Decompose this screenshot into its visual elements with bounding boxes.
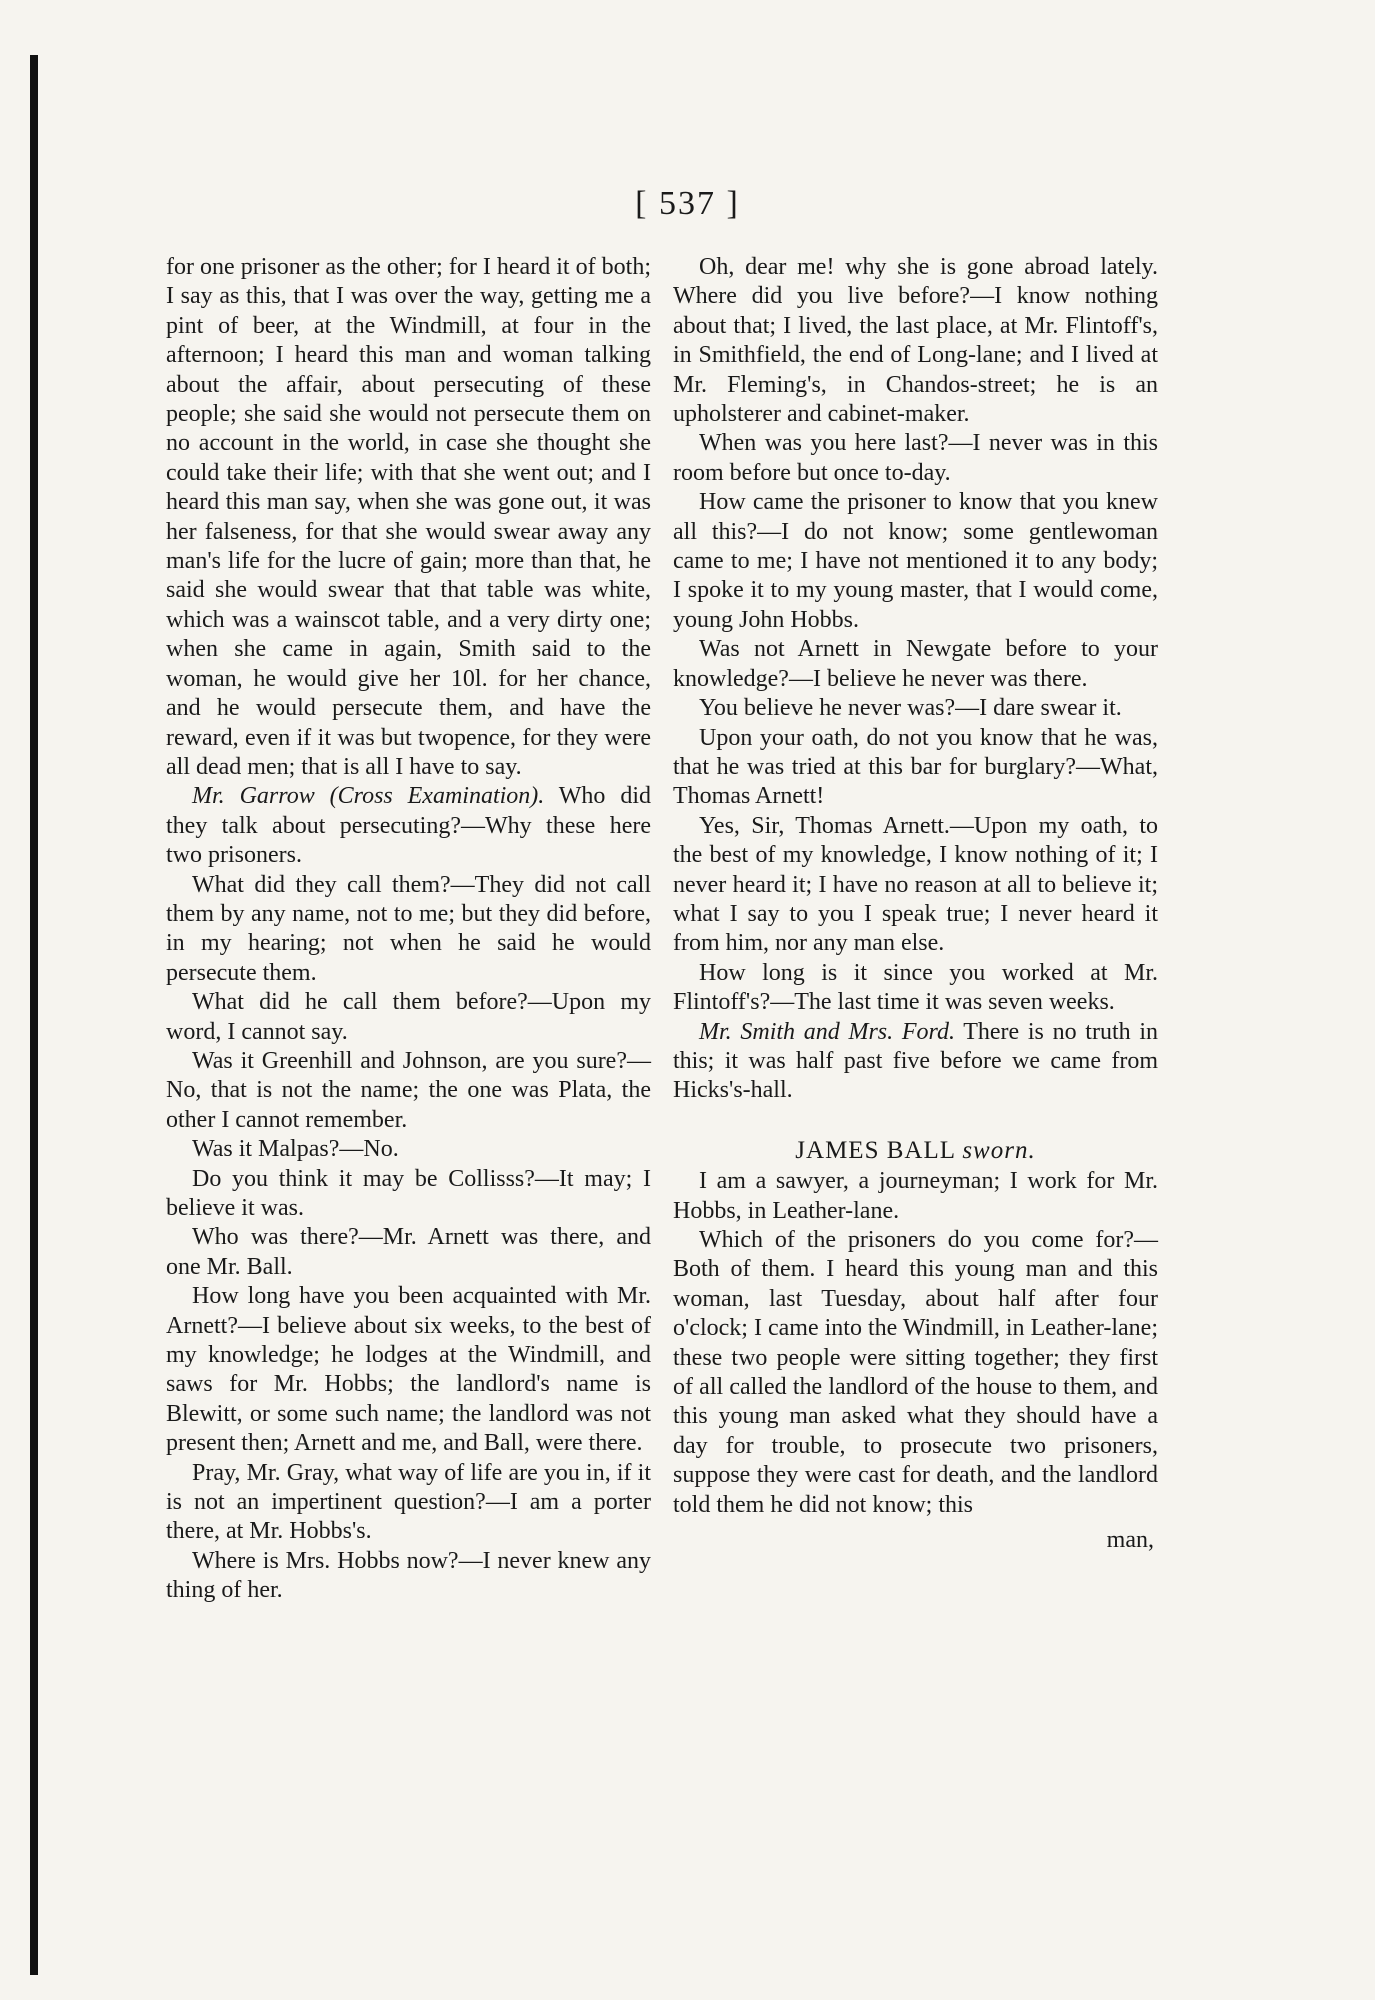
- paragraph-text: Do you think it may be Collisss?—It may; I believe it was.: [166, 1165, 651, 1221]
- paragraph: [673, 1018, 1158, 1106]
- paragraph-text: How long have you been acquainted with Mr. Arnett?—I believe about six weeks, to the best of my knowledge; he lodges at the Windmill, and saws for Mr. Hobbs; the landlord's name is Blewitt, or some such name; the landlord was not present then; Arnett and me, and Ball, were there.: [166, 1283, 651, 1457]
- paragraph-text: Who did they talk about persecuting?—Why these here two prisoners.: [166, 783, 651, 869]
- paragraph-text: Yes, Sir, Thomas Arnett.—Upon my oath, to the best of my knowledge, I know nothing of it; I never heard it; I have no reason at all to believe it; what I say to you I speak true; I never heard it from him, nor any man else.: [673, 812, 1158, 957]
- paragraph-text: How long is it since you worked at Mr. Flintoff's?—The last time it was seven weeks.: [673, 959, 1158, 1016]
- paragraph-text: for one prisoner as the other; for I heard it of both; I say as this, that I was over the way, getting me a pint of beer, at the Windmill, at four in the afternoon; I heard this man and woman talking about the affair, about persecuting of these people; she said she would not persecute them on no account in the world, in case she thought she could take their life; with that she went out; and I heard this man say, when she was gone out, it was her falseness, for that she would swear away any man's life for the lucre of gain; more than that, he said she would swear that that table was white, which was a wainscot table, and a very dirty one; when she came in again, Smith said to the woman, he would give her 10l. for her chance, and he would persecute them, and have the reward, even if it was but twopence, for they were all dead men; that is all I have to say.: [166, 254, 651, 780]
- paragraph-text: Was it Greenhill and Johnson, are you sure?—No, that is not the name; the one was Plata, the other I cannot remember.: [166, 1047, 651, 1133]
- paragraph: [673, 694, 1158, 723]
- catchword: man,: [1106, 1527, 1154, 1554]
- paragraph: [166, 1547, 651, 1606]
- paragraph: [166, 871, 651, 989]
- section-title: [673, 1136, 1158, 1165]
- paragraph-text: What did he call them before?—Upon my word, I cannot say.: [166, 989, 651, 1045]
- paragraph: [166, 988, 651, 1047]
- paragraph-text: You believe he never was?—I dare swear it.: [699, 695, 1122, 722]
- paragraph-text: Who was there?—Mr. Arnett was there, and one Mr. Ball.: [166, 1224, 651, 1280]
- paragraph: [673, 635, 1158, 694]
- paragraph-text: Which of the prisoners do you come for?—Both of them. I heard this young man and this woman, last Tuesday, about half after four o'clock; I came into the Windmill, in Leather-lane; these two people were sitting together; they first of all called the landlord of the house to them, and this young man asked what they should have a day for trouble, to prosecute two prisoners, suppose they were cast for death, and the landlord told them he did not know; this: [673, 1227, 1158, 1518]
- speaker-name: Mr. Garrow (Cross Examination).: [192, 783, 545, 810]
- paragraph: [673, 959, 1158, 1018]
- paragraph-text: Was not Arnett in Newgate before to your knowledge?—I believe he never was there.: [673, 636, 1158, 692]
- paragraph-text: What did they call them?—They did not call them by any name, not to me; but they did before, in my hearing; not when he said he would persecute them.: [166, 871, 651, 986]
- paragraph-text: Upon your oath, do not you know that he was, that he was tried at this bar for burglary?—What, Thomas Arnett!: [673, 724, 1158, 810]
- paragraph: [673, 724, 1158, 812]
- witness-name: JAMES BALL: [795, 1136, 956, 1164]
- paragraph-text: I am a sawyer, a journeyman; I work for Mr. Hobbs, in Leather-lane.: [673, 1168, 1158, 1224]
- right-column-part2: [673, 1167, 1158, 1520]
- witness-sworn: sworn.: [962, 1136, 1036, 1164]
- paragraph: [673, 812, 1158, 959]
- paragraph: [166, 1282, 651, 1458]
- page-edge-shadow: [30, 55, 38, 1975]
- left-column: [166, 253, 651, 1606]
- paragraph-text: When was you here last?—I never was in this room before but once to-day.: [673, 430, 1158, 486]
- paragraph: [166, 253, 651, 782]
- paragraph: [166, 1165, 651, 1224]
- paragraph: [166, 1223, 651, 1282]
- paragraph: [673, 1226, 1158, 1520]
- paragraph: [673, 1167, 1158, 1226]
- paragraph: [166, 1459, 651, 1547]
- paragraph: [166, 782, 651, 870]
- paragraph-text: Where is Mrs. Hobbs now?—I never knew any thing of her.: [166, 1547, 651, 1604]
- paragraph-text: Pray, Mr. Gray, what way of life are you in, if it is not an impertinent question?—I am a porter there, at Mr. Hobbs's.: [166, 1459, 651, 1545]
- paragraph-text: Was it Malpas?—No.: [192, 1136, 399, 1163]
- paragraph-text: How came the prisoner to know that you knew all this?—I do not know; some gentlewoman came to me; I have not mentioned it to any body; I spoke it to my young master, that I would come, young John Hobbs.: [673, 489, 1158, 633]
- paragraph-text: There is no truth in this; it was half past five before we came from Hicks's-hall.: [673, 1018, 1159, 1104]
- paragraph: [166, 1047, 651, 1135]
- page-number: [ 537 ]: [635, 185, 740, 222]
- paragraph-text: Oh, dear me! why she is gone abroad lately. Where did you live before?—I know nothing about that; I lived, the last place, at Mr. Flintoff's, in Smithfield, the end of Long-lane; and I lived at Mr. Fleming's, in Chandos-street; he is an upholsterer and cabinet-maker.: [673, 254, 1158, 428]
- paragraph: [673, 253, 1158, 429]
- speaker-name: Mr. Smith and Mrs. Ford.: [699, 1018, 955, 1045]
- paragraph: [166, 1135, 651, 1164]
- right-column-part1: [673, 253, 1158, 1106]
- right-column: [673, 253, 1158, 1555]
- paragraph: [673, 429, 1158, 488]
- paragraph: [673, 488, 1158, 635]
